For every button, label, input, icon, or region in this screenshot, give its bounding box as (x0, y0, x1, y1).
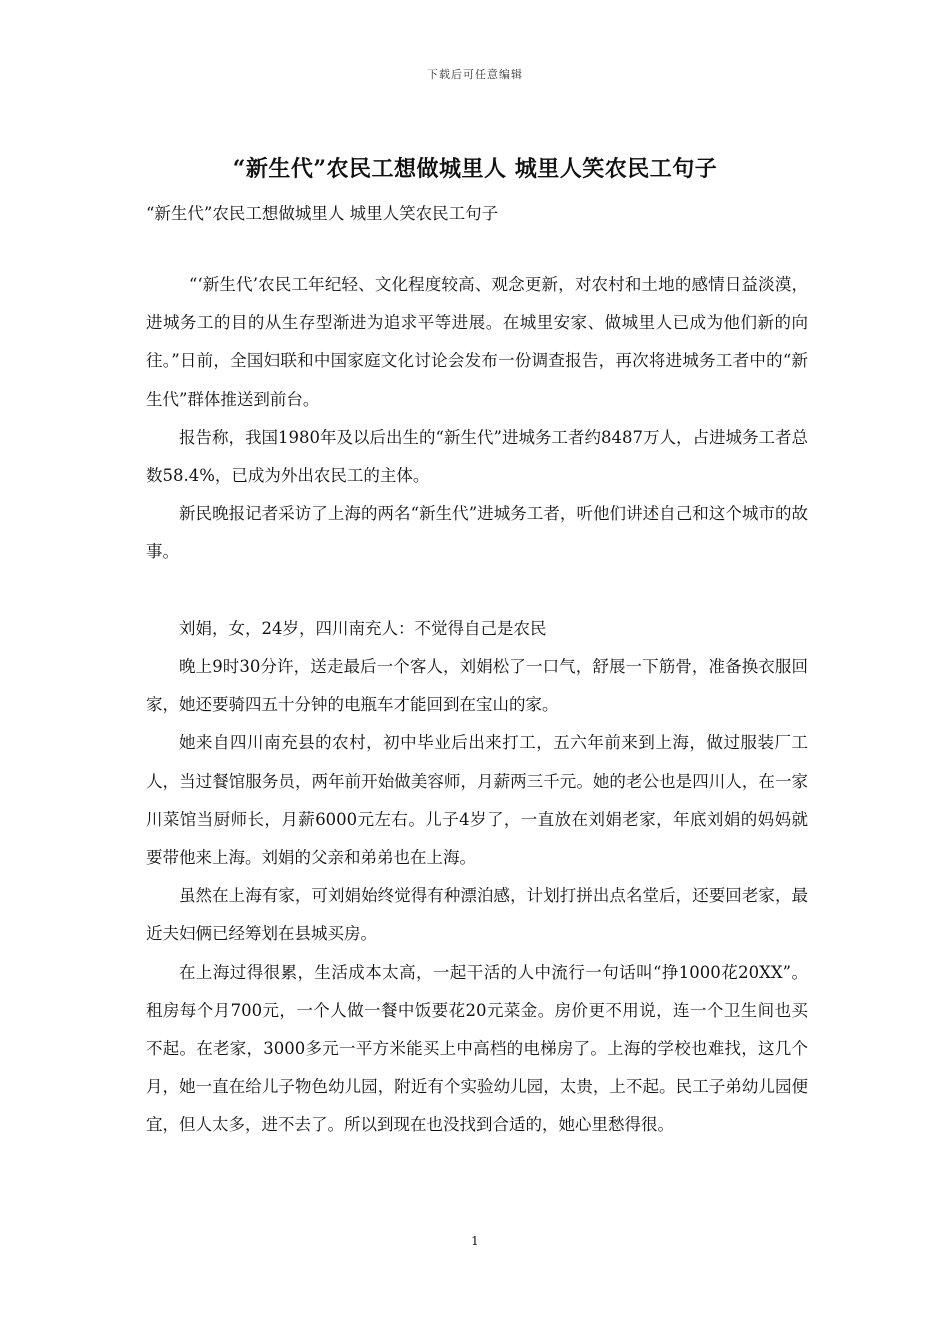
subtitle: “新生代”农民工想做城里人 城里人笑农民工句子 (146, 204, 499, 223)
paragraph-drift: 虽然在上海有家，可刘娟始终觉得有种漂泊感，计划打拼出点名堂后，还要回老家，最近夫妇俩已经筹划在县城买房。 (146, 886, 808, 944)
page-number: 1 (471, 1234, 479, 1248)
paragraph-intro: “‘新生代’农民工年纪轻、文化程度较高、观念更新，对农村和土地的感情日益淡漠，进城务工的目的从生存型渐进为追求平等进展。在城里安家、做城里人已成为他们新的向往。”日前，全国妇联和中国家庭文化讨论会发布一份调查报告，再次将进城务工者中的“新生代”群体推送到前台。 (146, 275, 808, 409)
paragraph-cost: 在上海过得很累，生活成本太高，一起干活的人中流行一句话叫“挣1000花20XX”。租房每个月700元，一个人做一餐中饭要花20元菜金。房价更不用说，连一个卫生间也买不起。在老家，3000多元一平方米能买上中高档的电梯房了。上海的学校也难找，这几个月，她一直在给儿子物色幼儿园，附近有个实验幼儿园，太贵，上不起。民工子弟幼儿园便宜，但人太多，进不去了。所以到现在也没找到合适的，她心里愁得很。 (146, 962, 808, 1135)
paragraph-report: 报告称，我国1980年及以后出生的“新生代”进城务工者约8487万人，占进城务工者总数58.4%，已成为外出农民工的主体。 (146, 427, 808, 486)
page-title: “新生代”农民工想做城里人 城里人笑农民工句子 (232, 156, 718, 182)
paragraph-evening: 晚上9时30分许，送走最后一个客人，刘娟松了一口气，舒展一下筋骨，准备换衣服回家，她还要骑四五十分钟的电瓶车才能回到在宝山的家。 (146, 657, 808, 715)
header-note: 下载后可任意编辑 (427, 68, 523, 81)
paragraph-background: 她来自四川南充县的农村，初中毕业后出来打工，五六年前来到上海，做过服装厂工人，当过餐馆服务员，两年前开始做美容师，月薪两三千元。她的老公也是四川人，在一家川菜馆当厨师长，月薪6000元左右。儿子4岁了，一直放在刘娟老家，年底刘娟的妈妈就要带他来上海。刘娟的父亲和弟弟也在上海。 (146, 733, 808, 868)
section-heading: 刘娟，女，24岁，四川南充人：不觉得自己是农民 (179, 618, 547, 638)
paragraph-interview: 新民晚报记者采访了上海的两名“新生代”进城务工者，听他们讲述自己和这个城市的故事。 (146, 504, 808, 562)
article-body (146, 266, 808, 1145)
paragraph-gap (146, 572, 808, 610)
